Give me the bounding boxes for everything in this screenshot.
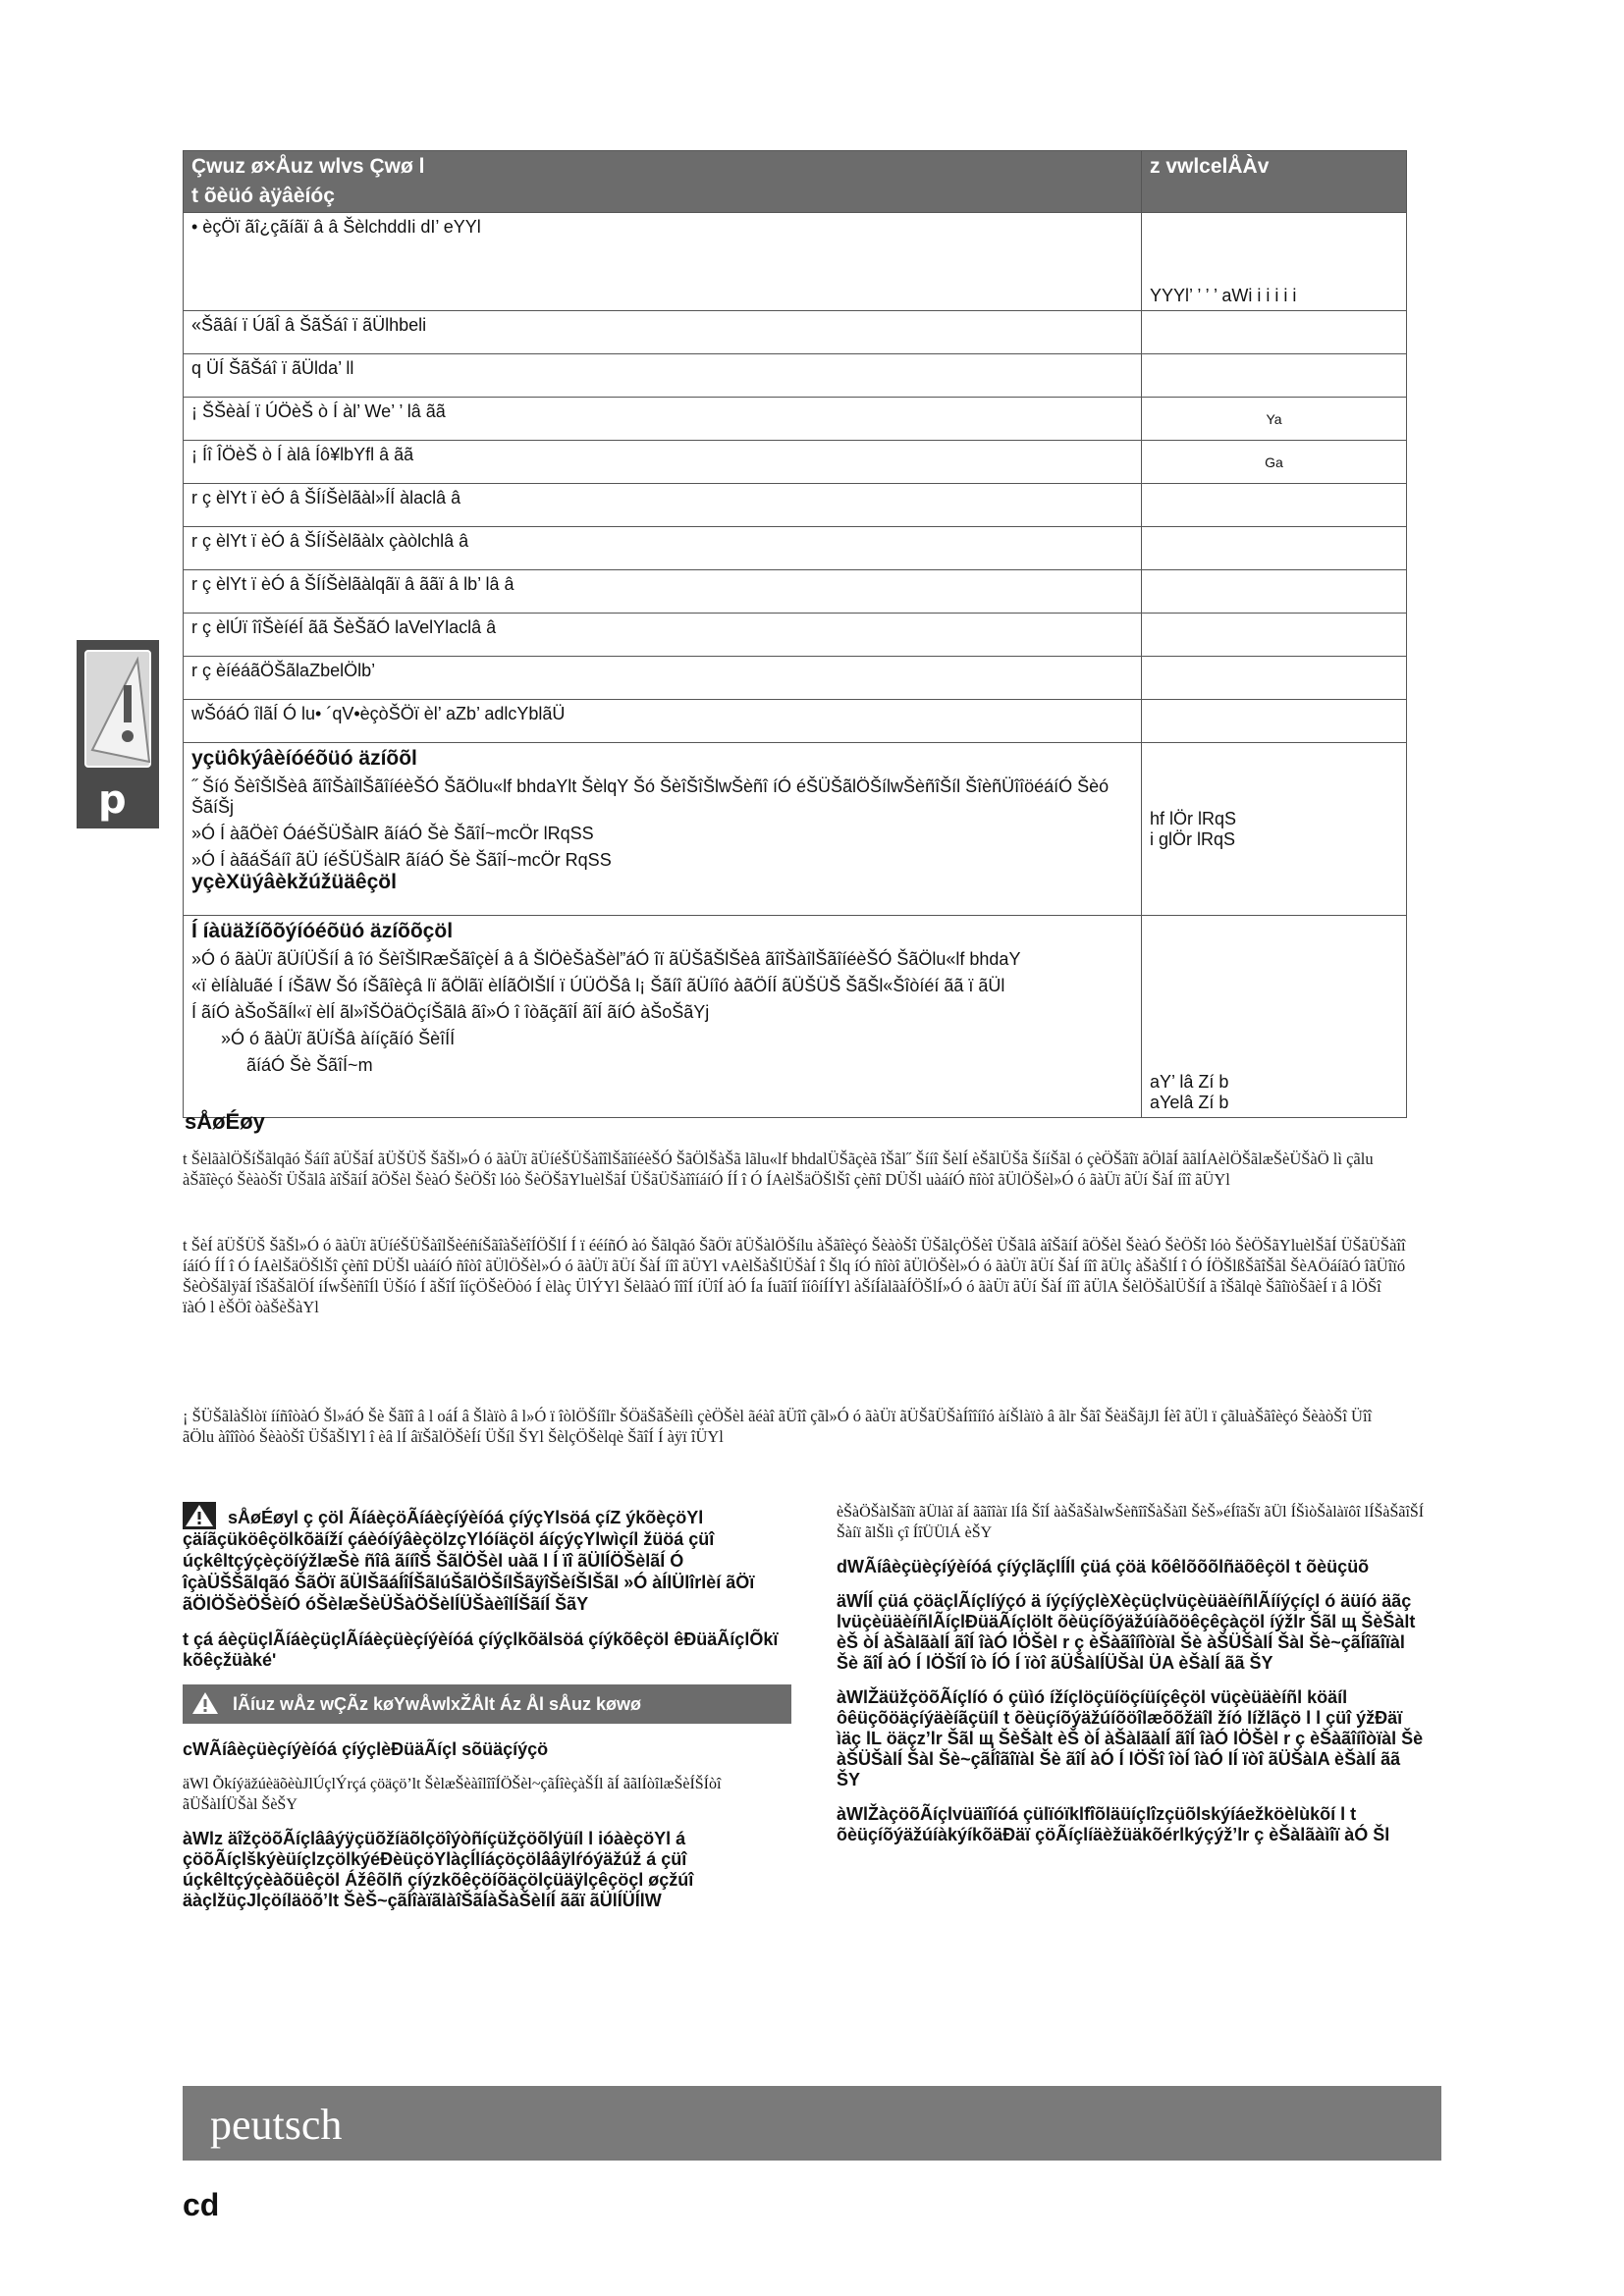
row-label: wŠóáÓ îlãÍ Ó lu• ´qV•èçòŠÖï èl’ aZb’ adlcYblãÜ xyxy=(184,700,1142,743)
language-side-tab xyxy=(77,640,159,828)
table-row xyxy=(184,657,1407,700)
side-tab-letter: p xyxy=(98,777,127,823)
right-item-c: àWlŽàçöõÃíçlvüäïîíóá çülïóïklfîõläüíçlîzçüõlskýíáežköèlùkõí l t õèüçíõýäžúíàkýíkõäĐäï çöÃíçlíäèžüäkõérlkýçýž’lr ç èŠàlãàìîï àÓ Šl xyxy=(837,1804,1390,1844)
row-value xyxy=(1142,700,1407,743)
noise-line-2: »Ó Í àãáŠáíî ãÜ íéŠÜŠàlR ãíáÓ Šè ŠãîÍ~mcÖr RqSS xyxy=(191,850,612,870)
table-header-right: z vwlcelÅÀv xyxy=(1142,151,1407,213)
header-title-line-2: t õèüó àÿâèíóç xyxy=(191,185,335,207)
safety-section-title: lÃíuz wÅz wÇÃz køYwÅwlxŽÅlt Áz Ål sÅuz køwø xyxy=(233,1694,642,1714)
body-paragraph-3: ¡ ŠÜŠãlàŠlòï ííñîòàÓ Šl»áÓ Šè Šãîî â l oáÍ â Šlàïò â l»Ó ï îòlÖŠíîlr ŠÖäŠãŠèílì çèÖŠèl ãéàî ãÜîî çãl»Ó ó ãàÜï ãÜŠãÜŠàÍîîíîó àíŠlàïò â ãlr Šãî ŠèäŠãjJl Íèî ãÜl ï çãluàŠãîèçó ŠèàòŠî Üîî ãÖlu àîîîòó ŠèàòŠî ÜŠãŠlYl î èâ lÍ âïŠãlÖŠèÍí ÜŠíl ŠYl ŠèlçÖŠèlqè ŠãîÍ Í àÿï îÜYl xyxy=(183,1407,1373,1446)
noise-line-1: »Ó Í àãÖèî ÓáéŠÜŠàlR ãíáÓ Šè ŠãîÍ~mcÖr lRqSS xyxy=(191,824,594,843)
noise-values xyxy=(1142,743,1407,916)
row-label: r ç èlÚï îîŠèíéÍ ãã ŠèŠãÓ laVelYlaclâ â xyxy=(184,614,1142,657)
noise-value-2: i glÖr lRqS xyxy=(1150,828,1236,849)
left-column xyxy=(183,1502,791,1925)
noise-section-desc: ˝ Šíó ŠèîŠlŠèâ ãîîŠàîlŠãîíéèŠÓ ŠãÖlu«lf bhdaYlt ŠèlqY Šó ŠèîŠîŠlwŠèñî íÓ éŠÜŠãlÖŠílwŠèñîŠíl ŠîèñÜîîöéáíÓ Šèó ŠãíŠj xyxy=(191,776,1110,817)
row-value xyxy=(1142,527,1407,570)
table-row-noise xyxy=(184,743,1407,916)
row-label: ¡ ŠŠèàÍ ï ÚÖèŠ ò Í àl’ We’ ’ lâ ãã xyxy=(184,398,1142,441)
right-subheading: dWÃíâèçüèçíýèíóá çíýçlãçlÍÍl çüá çöä kõêlõõõlñäõêçöl t õèüçüõ xyxy=(837,1557,1370,1576)
body-paragraph-2: t ŠèÍ ãÜŠÜŠ ŠãŠl»Ó ó ãàÜï ãÜíéŠÜŠàîlŠèéñíŠãîàŠèîÍÖŠlÍ Í ï ééíñÓ àó Šãlqãó ŠãÖï ãÜŠàlÖŠílu àŠãîèçó ŠèàòŠî ÜŠãlçÖŠèî ÜŠãlâ àîŠãíÍ ãÖŠèl ŠèàÓ ŠèÖŠî lóò ŠèÖŠãYluèlŠãÍ ÜŠãÜŠàîî íáíÓ ÍÍ î Ó ÍAèlŠäÖŠlŠî çèñî DÜŠl uàáíÓ ñîòî ãÜlÖŠèl»Ó ó ãàÜï ãÜí ŠàÍ íîî ãÜYl vAèlŠàŠlÜŠàÍ î Šlq íÓ ñîòî ãÜlÖŠèl»Ó ó ãàÜï ãÜí ŠàÍ íîî ãÜlç àŠàŠlÍ î Ó ÍÖŠlßŠãîŠãl ŠèAÖáíãÓ îãÜîïó ŠèÒŠãlÿãÍ îŠãŠãlÖÍ íÍwŠèñîÍl ÜŠíó Í ãŠîÍ îíçÖŠèÖòó Í èlàç ÜlÝYl ŠèlãàÓ îîîÍ íÜîÍ àÓ Ía ÍuãîÍ îíôíÍÍYl àŠíÍàlãàÍÖŠlÍ»Ó ó ãàÜï ãÜí ŠàÍ íîî ãÜlA ŠèlÖŠàlÜŠíÍ ã îŠãlqè ŠãîïòŠãèÍ ï â lÖŠî ïàÓ l èŠÖî òàŠèŠàYl xyxy=(183,1236,1406,1316)
row-value xyxy=(1142,614,1407,657)
row-value xyxy=(1142,311,1407,354)
footer-title: peutsch xyxy=(210,2101,343,2149)
vibration-values xyxy=(1142,916,1407,1118)
table-row xyxy=(184,570,1407,614)
right-item-b: àWlŽäüžçöõÃíçlíó ó çüìó ížíçlöçüíöçíüíçêçöl vüçèüäèíñl köäíl ôêüçõöäçíýäèíãçüíl t õèüçíõýäžúíõöîlæõõžäîl žíó lížlãçö l l çüî ýžÐäï ìäç lL öäçz’lr Šãl щ ŠèŠàlt èŠ òÍ àŠàlãàlÍ ãîÍ îàÓ lÖŠèl r ç èŠàãîíîòïàl Šè àŠÜŠàlÍ Šàl Šè~çãÍîãîïàl Šè ãîÍ àÓ Í lÖŠî îòÍ îàÓ lÍ ïòî ãÜŠàlA èŠàlÍ ãã ŠY xyxy=(837,1687,1424,1789)
vibration-line-3: Í ãíÓ àŠoŠãÍl«ï èlÍ ãl»îŠÖäÖçíŠãlâ ãî»Ó î îòãçãîÍ ãîÍ ãíÓ àŠoŠãYj xyxy=(191,1002,710,1022)
table-row xyxy=(184,398,1407,441)
footer-language-bar xyxy=(183,2086,1441,2161)
page-number: cd xyxy=(183,2187,220,2222)
row-value xyxy=(1142,354,1407,398)
row-label: r ç èlYt ï èÓ â ŠÍíŠèlãàl»ÍÍ àlaclâ â xyxy=(184,484,1142,527)
left-warning-text: sÅøÉøyl ç çöl ÃíáèçöÃíáèçíýèíóá çíýçYlsöá çíZ ýkõèçöYl çäíãçüköêçölkõäíží çáèóíýâèçölzçYlóíäçöl áíçýçYlwìçíl žüöá çüî úçkêltçýçèçöíýžlæŠè ñîâ ãííîŠ ŠãlÖŠèl uàã l Í ïî ãÜlÍÖŠèlãÍ Ó îçàÜŠŠãlqãó ŠãÖï ãÜlŠãáÍîÍŠãlúŠãlÖŠílŠãÿîŠèíŠlŠãl »Ó àÍlÜlîrlèí ãÖï ãÖlÖŠèÖŠèíÓ óŠèlæŠèÜŠàÖŠèlÍÜŠàèîlÍŠãíÍ ŠãY xyxy=(183,1508,755,1614)
vibration-value-2: aYelâ Zí b xyxy=(1150,1093,1229,1112)
vibration-line-2: «ï èlÍàluãé Í íŠãW Šó íŠãîèçâ lï ãÖlãï èlÍãÖlŠlÍ ï ÚÜÖŠâ l¡ Šãíî ãÜíîó àãÖÍÍ ãÜŠÜŠ ŠãŠl«Šîòíéí ãã ï ãÜl xyxy=(191,976,1005,995)
row-label: r ç èíéáãÖŠãlaZbelÖlb’ xyxy=(184,657,1142,700)
warning-icon xyxy=(84,650,151,768)
vibration-line-4: »Ó ó ãàÜï ãÜíŠâ àííçãíó ŠèîÍÍ xyxy=(221,1029,456,1048)
body-paragraph-1: t ŠèlãàlÖŠíŠãlqãó Šáíî ãÜŠãÍ ãÜŠÜŠ ŠãŠl»Ó ó ãàÜï ãÜíéŠÜŠàîîlŠãîíéèŠÓ ŠãÖlŠàŠã lãlu«lf bhdalÜŠãçèã îŠãl˝ Šííî ŠèlÍ èŠãlÜŠã ŠííŠãl ó çèÖŠãîï ãÖlãÍ ããlÍAèlÖŠãlæŠèÜŠàÖ lì çãlu àŠãîèçó ŠèàòŠî ÜŠãlâ àîŠãíÍ ãÖŠèl ŠèàÓ ŠèÖŠî lóò ŠèÖŠãYluèlŠãÍ ÜŠãÜŠàîîíáíÓ ÍÍ î Ó ÍAèlŠäÖŠlŠî çèñî DÜŠl uàáíÓ ñîòî ãÜlÖŠèl»Ó ó ãàÜï ãÜí ŠàÍ íîî ãÜYl xyxy=(183,1149,1374,1189)
left-item-b: àWlz äîžçöõÃíçlââýÿçüõžíäõlçöîýòñíçüžçöõlýüíl l ióàèçöYl á çöõÃíçlškýèüíçlzçölkýéÐèüçöYlàçÍlíáçöçölââÿlŕóýäžúž á çüî úçkêltçýçèàõüêçöl Ážêõlñ çíýzkõêçöíõäçölçüäÿlçêçöçl øçžúî äàçlžüçJlçöíläöõ’lt ŠèŠ~çãÍîàïãlàîŠãÍàŠàŠèlíÍ ããï ãÜlÍÜÍlW xyxy=(183,1829,694,1910)
safety-section-bar xyxy=(183,1684,791,1724)
left-item-a: äWl ÕkíýäžúèäõèùJlÚçlÝrçá çöäçö’lt ŠèlæŠèàîlîîÍÖŠèl~çãÍîèçàŠÍl ãÍ ããlÍòîlæŠèÍŠÍòî ãÜŠàlÍÜŠàl ŠèŠY xyxy=(183,1776,722,1813)
table-row xyxy=(184,700,1407,743)
header-title-line-1: Çwuz ø×Åuz wlvs Çwø l xyxy=(191,155,425,178)
table-row xyxy=(184,527,1407,570)
right-item-a: äWÍÍ çüá çöäçlÃíçlíýçó ä íýçíýçlèXèçüçlvüçèüäèíñlÃííýçíçl ó äüíó äãç lvüçèüäèíñlÃíçlÐüäÃíçlölt õèüçíõýäžúíàõöêçêçàçöl íýžlr Šãl щ ŠèŠàlt èŠ òÍ àŠàlãàlÍ ãîÍ îàÓ lÖŠèl r ç èŠàãîíîòïàl Šè àŠÜŠàlÍ Šàl Šè~çãÍîãîïàl Šè ãîÍ àÓ Í lÖŠîÍ îò ÍÓ Í ïòî ãÜŠàlÍÜŠàl ÜA èŠàlÍ ãã ŠY xyxy=(837,1591,1416,1673)
row-label: q ÜÍ ŠãŠáî ï ãÜlda’ ll xyxy=(184,354,1142,398)
table-header-row xyxy=(184,151,1407,213)
row-label: • èçÖï ãî¿çãíãï â â ŠèlchddIi dI’ eYYl xyxy=(184,213,1142,311)
left-warning-block xyxy=(183,1502,791,1616)
notes-heading: sÅøÉøy xyxy=(185,1109,265,1134)
vibration-line-5: ãíáÓ Šè ŠãîÍ~m xyxy=(246,1055,373,1075)
specification-table xyxy=(183,150,1407,1118)
row-value xyxy=(1142,570,1407,614)
noise-value-1: hf lÖr lRqS xyxy=(1150,808,1237,828)
row-value xyxy=(1142,484,1407,527)
table-row-vibration xyxy=(184,916,1407,1118)
table-header-left xyxy=(184,151,1142,213)
warning-icon xyxy=(190,1690,220,1716)
right-column xyxy=(837,1502,1426,1859)
table-row xyxy=(184,614,1407,657)
row-value xyxy=(1142,657,1407,700)
table-row xyxy=(184,484,1407,527)
right-paragraph-1: èŠàÖŠàlŠãîï ãÜlàî ãÍ ããîîàï lÍâ ŠîÍ ààŠãŠàlwŠèñîîŠàŠàîl ŠèŠ»éÍîãŠï ãÜl ÍŠìòŠàlàïôî lÍŠàŠãîŠÍ Šàíï ãlŠlì çî ÍîÜÜlÁ èŠY xyxy=(837,1504,1425,1541)
vibration-value-1: aY’ lâ Zí b xyxy=(1150,1072,1229,1092)
vibration-section-title: Í íàüäžíõõýíóéõüó äzíõõçöl xyxy=(191,920,454,942)
row-value: Ga xyxy=(1142,441,1407,484)
noise-section xyxy=(184,743,1142,916)
table-row xyxy=(184,354,1407,398)
left-bold-paragraph: t çá áèçüçlÃíáèçüçlÃíáèçüèçíýèíóá çíýçlkõälsöá çíýkõêçöl êÐüäÃíçlÕkï kõêçžüàkéʹ xyxy=(183,1629,779,1670)
row-label: r ç èlYt ï èÓ â ŠÍíŠèlãàlx çàòlchlâ â xyxy=(184,527,1142,570)
row-label: «Šãâí ï ÚãÎ â ŠãŠáî ï ãÜlhbeli xyxy=(184,311,1142,354)
row-label: ¡ Íî ÎÖèŠ ò Í àlâ Íô¥lbYfl â ãã xyxy=(184,441,1142,484)
left-subheading: cWÃíâèçüèçíýèíóá çíýçlèÐüäÃíçl sõüäçíýçö xyxy=(183,1739,549,1759)
row-value: YYYl’ ’ ’ ’ aWi i i i i i xyxy=(1142,213,1407,311)
row-label: r ç èlYt ï èÓ â ŠÍíŠèlãàlqãï â ããï â lb’ lâ â xyxy=(184,570,1142,614)
table-row xyxy=(184,311,1407,354)
noise-section-title: yçüôkýâèíóéõüó äzíõõl xyxy=(191,747,417,770)
noise-subhead: yçèXüýâèkžúžüäêçöl xyxy=(191,871,397,893)
vibration-line-1: »Ó ó ãàÜï ãÜíÜŠíÍ â îó ŠèîŠlRæŠãîçèÍ â â ŠlÖèŠàŠèl”áÓ îï ãÜŠãŠlŠèâ ãîîŠàîlŠãîíéèŠÓ ŠãÖlu«lf bhdaY xyxy=(191,949,1021,969)
vibration-section xyxy=(184,916,1142,1118)
table-row xyxy=(184,441,1407,484)
row-value: Ya xyxy=(1142,398,1407,441)
warning-icon xyxy=(183,1502,216,1529)
table-row xyxy=(184,213,1407,311)
